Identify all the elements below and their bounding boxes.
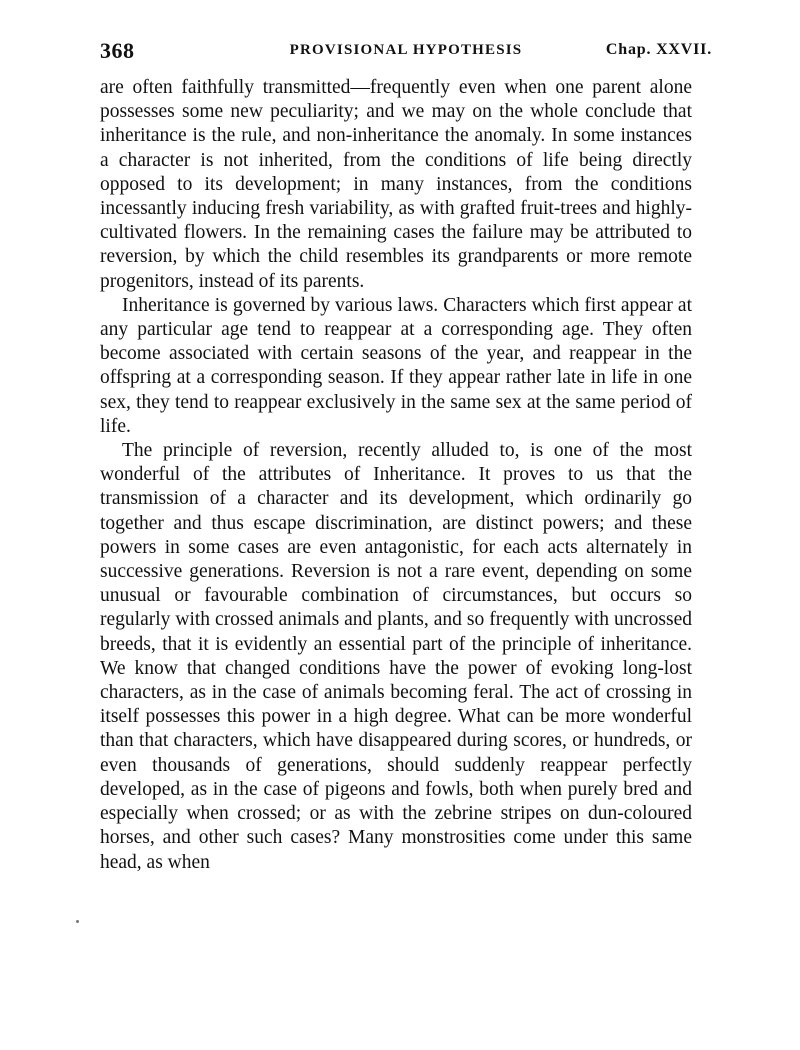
paragraph-continued: are often faithfully transmitted—frequently even when one parent alone possesses some new peculiarity; and we may on the whole conclude that inheritance is the rule, and non-inheritance the anomaly. In some instances a character is not inherited, from the conditions of life being directly opposed to its development; in many instances, from the conditions incessantly inducing fresh variability, as with grafted fruit-trees and highly-cultivated flowers. In the remaining cases the failure may be attributed to reversion, by which the child resembles its grandparents or more remote progenitors, instead of its parents.	[100, 77, 692, 292]
paragraph-reversion: The principle of reversion, recently alluded to, is one of the most wonderful of the attributes of Inheritance. It proves to us that the transmission of a character and its development, which ordinarily go together and thus escape discrimination, are distinct powers; and these powers in some cases are even antagonistic, for each acts alternately in successive generations. Reversion is not a rare event, depending on some unusual or favourable combination of circumstances, but occurs so regularly with crossed animals and plants, and so frequently with uncrossed breeds, that it is evidently an essential part of the principle of inheritance. We know that changed conditions have the power of evoking long-lost characters, as in the case of animals becoming feral. The act of crossing in itself possesses this power in a high degree. What can be more wonderful than that characters, which have disappeared during scores, or hundreds, or even thousands of generations, should suddenly reappear perfectly developed, as in the case of pigeons and fowls, both when purely bred and especially when crossed; or as with the zebrine stripes on dun-coloured horses, and other such cases? Many monstrosities come under this same head, as when	[100, 440, 692, 873]
body-text	[100, 76, 692, 875]
chapter-reference: Chap. XXVII.	[605, 41, 712, 58]
page-number: 368	[100, 38, 135, 63]
margin-speck	[76, 920, 79, 923]
running-title: PROVISIONAL HYPOTHESIS	[289, 42, 523, 58]
running-head	[100, 38, 712, 68]
paragraph-inheritance-laws: Inheritance is governed by various laws. Characters which first appear at any particular age tend to reappear at a corresponding age. They often become associated with certain seasons of the year, and reappear in the offspring at a corresponding season. If they appear rather late in life in one sex, they tend to reappear exclusively in the same sex at the same period of life.	[100, 294, 692, 437]
